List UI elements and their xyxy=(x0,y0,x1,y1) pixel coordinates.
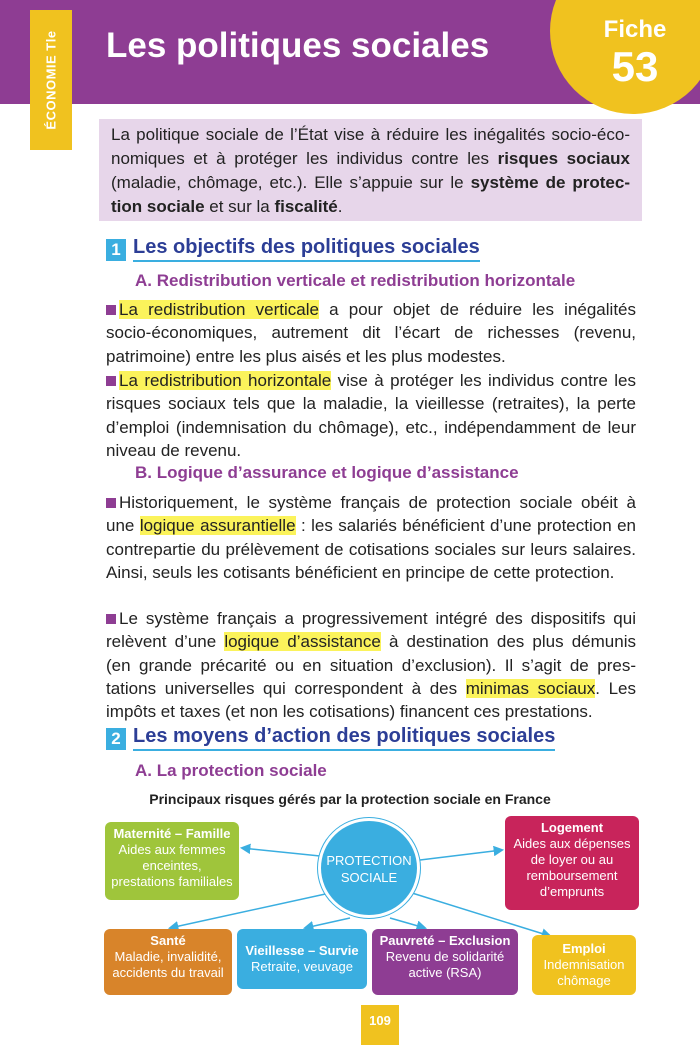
center-line-1: PROTECTION xyxy=(326,853,412,868)
paragraph-assistance: Le système français a progressivement intégré des dispositifs qui relèvent d’une logique d’assistance à destination des plus démunis (en grande précarité ou en situation d’exclusion). Il s’agit de prestations universelles qui correspondent à des minimas sociaux. Les impôts et taxes (et non les cotisations) financent ces prestations. xyxy=(106,609,636,722)
fiche-number: 53 xyxy=(611,43,659,90)
center-protection-sociale xyxy=(318,818,420,918)
box-logement: Logement Aides aux dépenses de loyer ou au remboursement d’emprunts xyxy=(505,816,639,910)
intro-box: La politique sociale de l’État vise à réduire les inégalités socio-économiques et à protéger les individus contre les risques sociaux (maladie, chômage, etc.). Elle s’appuie sur le système de protection sociale et sur la fiscalité. xyxy=(99,119,642,221)
box-pauvrete-exclusion: Pauvreté – Exclusion Revenu de solidarité active (RSA) xyxy=(372,929,518,995)
box-vieillesse-survie: Vieillesse – Survie Retraite, veuvage xyxy=(237,929,367,989)
subheading-1b: B. Logique d’assurance et logique d’assistance xyxy=(135,463,519,482)
arrow-pauvrete xyxy=(390,918,425,928)
box-sante: Santé Maladie, invalidité, accidents du travail xyxy=(104,929,232,995)
page-number: 109 xyxy=(361,1005,399,1045)
page-title: Les politiques sociales xyxy=(106,26,490,65)
box-emploi: Emploi Indemnisation chômage xyxy=(532,935,636,995)
section-2-number: 2 xyxy=(106,728,126,750)
fiche-label: Fiche xyxy=(603,16,667,43)
box-maternite-famille: Maternité – Famille Aides aux femmes enceintes, prestations familiales xyxy=(105,822,239,900)
center-line-2: SOCIALE xyxy=(340,870,398,885)
diagram-title: Principaux risques gérés par la protection sociale en France xyxy=(149,791,551,807)
paragraph-assurance: Historiquement, le système français de protection sociale obéit à une logique assurantielle : les salariés bénéficient d’une protection en contrepartie du prélèvement de cotisations sociales sur leurs salaires. Ainsi, seuls les cotisants bénéficient en principe de cette protection. xyxy=(106,493,637,582)
paragraph-horizontal: La redistribution horizontale vise à protéger les individus contre les risques sociaux tels que la maladie, la vieillesse (retraites), la perte d’emploi (indemnisation du chômage), etc., indépendamment de leur niveau de revenu. xyxy=(106,371,636,460)
section-1-number: 1 xyxy=(106,239,126,261)
section-1-title: Les objectifs des politiques sociales xyxy=(133,236,480,262)
arrow-maternite xyxy=(242,848,320,856)
arrow-logement xyxy=(420,850,502,860)
side-tab-label: ÉCONOMIE Tle xyxy=(43,30,59,130)
arrow-vieillesse xyxy=(305,918,350,928)
subheading-1a: A. Redistribution verticale et redistribution horizontale xyxy=(135,271,576,290)
section-2-title: Les moyens d’action des politiques sociales xyxy=(133,725,555,751)
paragraph-vertical: La redistribution verticale a pour objet de réduire les inégalités socio-économiques, autrement dit l’écart de richesses (revenu, patrimoine) entre les plus aisés et les plus modestes. xyxy=(106,300,636,366)
subheading-2a: A. La protection sociale xyxy=(135,761,327,780)
